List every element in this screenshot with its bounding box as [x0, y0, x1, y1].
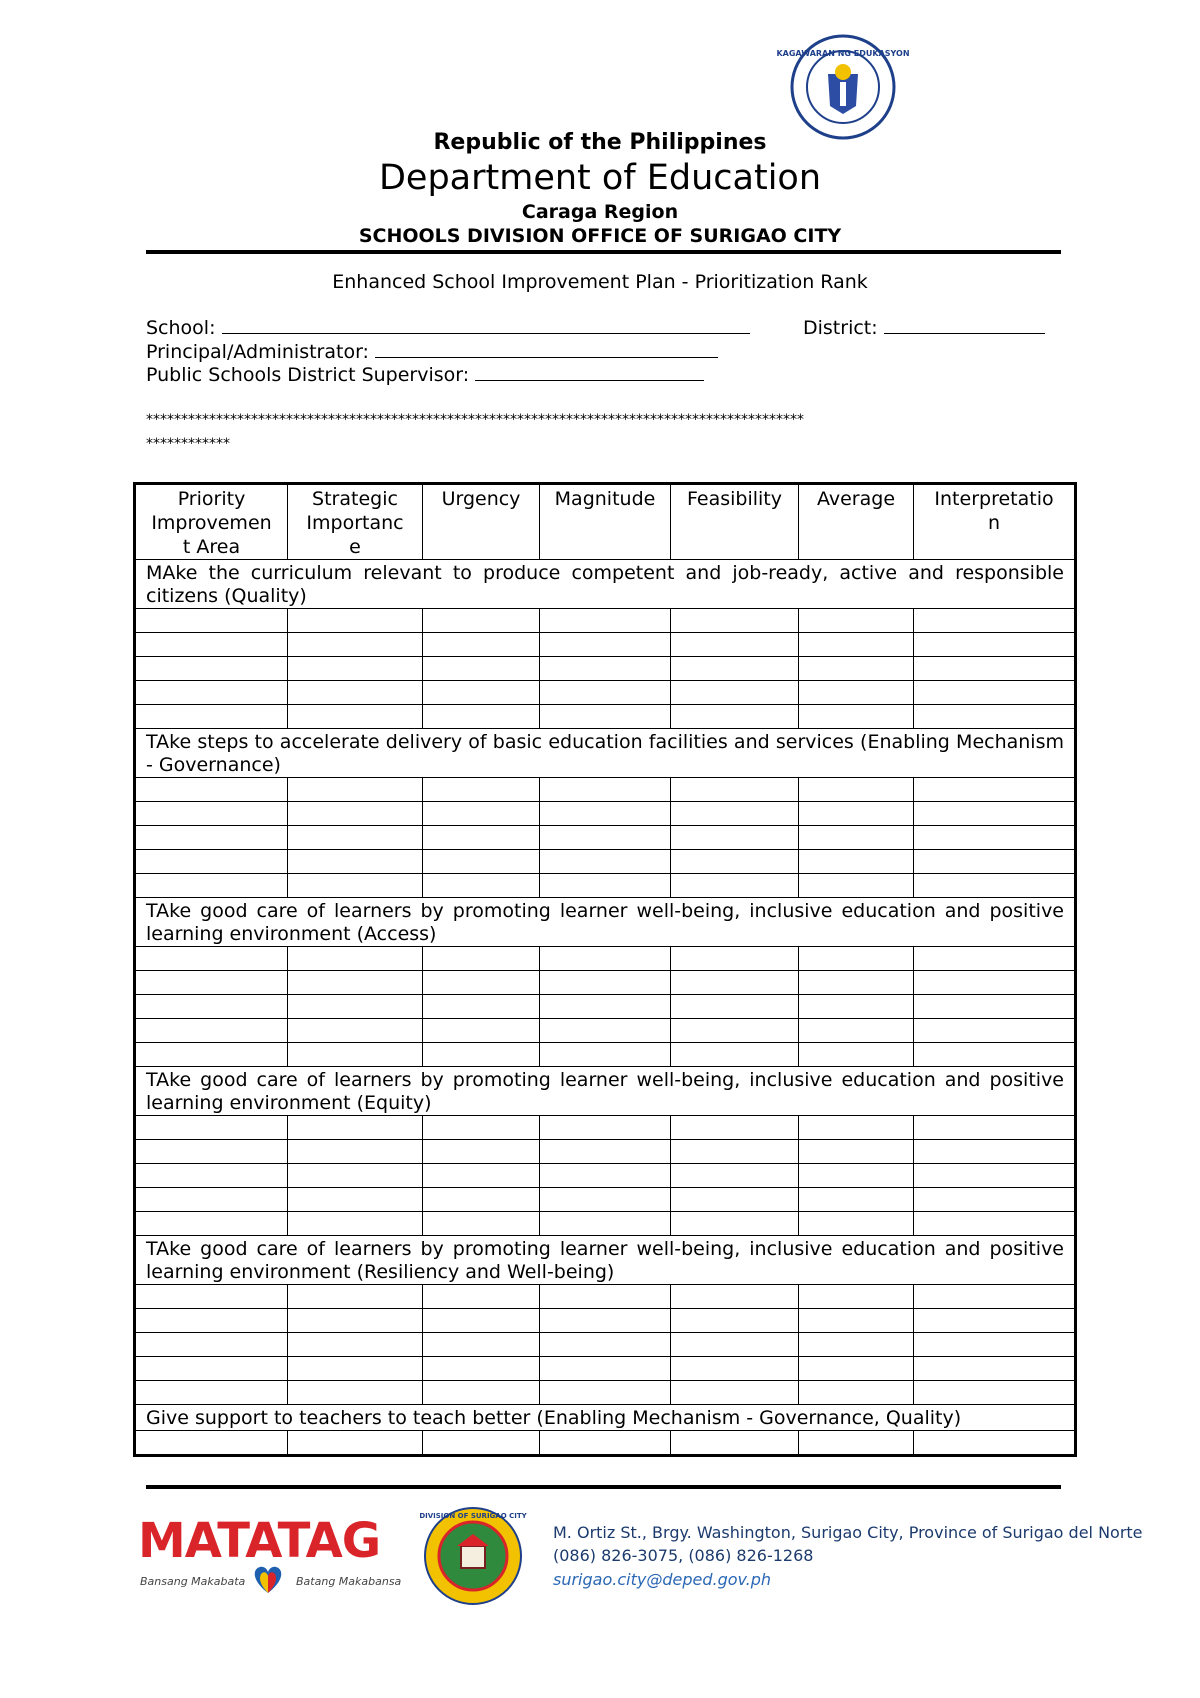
priority-area-text: TAke steps to accelerate delivery of basic education facilities and services (Enabling Mechanism - Governance): [135, 729, 1076, 778]
rating-row: [135, 657, 1076, 681]
region-name: Caraga Region: [521, 201, 679, 223]
rating-cell[interactable]: [135, 633, 288, 657]
priority-area-row: [135, 1067, 1076, 1116]
school-label: School:: [146, 317, 216, 339]
priority-area-text: TAke good care of learners by promoting learner well-being, inclusive education and positive learning environment (Resiliency and Well-being): [135, 1236, 1076, 1285]
district-blank[interactable]: [884, 333, 1045, 334]
rating-cell[interactable]: [288, 778, 423, 802]
matatag-wordmark: MATATAG: [138, 1513, 381, 1569]
rating-cell[interactable]: [135, 1431, 288, 1456]
rating-cell[interactable]: [671, 971, 799, 995]
rating-cell[interactable]: [135, 1116, 288, 1140]
rating-row: [135, 971, 1076, 995]
rating-cell[interactable]: [540, 609, 671, 633]
rating-cell[interactable]: [914, 1019, 1076, 1043]
rating-cell[interactable]: [423, 1188, 540, 1212]
rating-cell[interactable]: [423, 1043, 540, 1067]
rating-row: [135, 1188, 1076, 1212]
rating-cell[interactable]: [914, 681, 1076, 705]
priority-area-text: Give support to teachers to teach better (Enabling Mechanism - Governance, Quality): [135, 1405, 1076, 1431]
rating-cell[interactable]: [423, 1164, 540, 1188]
rating-cell[interactable]: [540, 971, 671, 995]
rating-cell[interactable]: [540, 1043, 671, 1067]
rating-cell[interactable]: [288, 1164, 423, 1188]
rating-cell[interactable]: [135, 1309, 288, 1333]
header-label: Priority Improvemen t Area: [151, 488, 272, 558]
rating-cell[interactable]: [914, 826, 1076, 850]
principal-field[interactable]: [146, 341, 718, 363]
rating-cell[interactable]: [799, 1164, 914, 1188]
rating-cell[interactable]: [914, 1140, 1076, 1164]
rating-cell[interactable]: [671, 705, 799, 729]
district-label: District:: [803, 317, 878, 339]
rating-cell[interactable]: [288, 1188, 423, 1212]
rating-cell[interactable]: [671, 1357, 799, 1381]
rating-cell[interactable]: [423, 1431, 540, 1456]
rating-cell[interactable]: [914, 1212, 1076, 1236]
rating-cell[interactable]: [288, 802, 423, 826]
rating-cell[interactable]: [135, 1188, 288, 1212]
division-seal-logo: [419, 1506, 527, 1606]
rating-cell[interactable]: [671, 1116, 799, 1140]
rating-cell[interactable]: [671, 850, 799, 874]
rating-row: [135, 1285, 1076, 1309]
rating-cell[interactable]: [423, 1381, 540, 1405]
rating-cell[interactable]: [423, 1285, 540, 1309]
rating-cell[interactable]: [914, 1381, 1076, 1405]
rating-cell[interactable]: [288, 1019, 423, 1043]
rating-cell[interactable]: [288, 1431, 423, 1456]
rating-cell[interactable]: [914, 657, 1076, 681]
rating-row: [135, 1309, 1076, 1333]
school-field[interactable]: [146, 317, 750, 339]
rating-cell[interactable]: [540, 995, 671, 1019]
header-label: Urgency: [441, 488, 521, 510]
rating-cell[interactable]: [288, 826, 423, 850]
supervisor-blank[interactable]: [475, 380, 704, 381]
rating-cell[interactable]: [288, 1333, 423, 1357]
rating-cell[interactable]: [914, 802, 1076, 826]
rating-cell[interactable]: [135, 609, 288, 633]
rating-row: [135, 826, 1076, 850]
rating-cell[interactable]: [423, 1357, 540, 1381]
rating-cell[interactable]: [540, 1212, 671, 1236]
priority-area-row: [135, 560, 1076, 609]
rating-cell[interactable]: [540, 681, 671, 705]
office-phone: (086) 826-3075, (086) 826-1268: [553, 1546, 814, 1565]
rating-row: [135, 1333, 1076, 1357]
rating-cell[interactable]: [288, 971, 423, 995]
priority-area-text: TAke good care of learners by promoting learner well-being, inclusive education and positive learning environment (Access): [135, 898, 1076, 947]
rating-cell[interactable]: [914, 1309, 1076, 1333]
tagline-right: Batang Makabansa: [296, 1575, 402, 1588]
rating-cell[interactable]: [671, 995, 799, 1019]
rating-cell[interactable]: [914, 1116, 1076, 1140]
rating-cell[interactable]: [423, 826, 540, 850]
rating-cell[interactable]: [135, 971, 288, 995]
header-label: Strategic Importanc e: [306, 488, 404, 558]
matatag-logo: [138, 1513, 408, 1597]
header-strategic-importance: [288, 484, 423, 560]
rating-cell[interactable]: [423, 1309, 540, 1333]
rating-cell[interactable]: [288, 1116, 423, 1140]
seal-text: KAGAWARAN NG EDUKASYON: [776, 49, 910, 58]
rating-cell[interactable]: [671, 1188, 799, 1212]
rating-cell[interactable]: [540, 657, 671, 681]
rating-cell[interactable]: [288, 850, 423, 874]
header-interpretation: [914, 484, 1076, 560]
separator-line-2: ************: [146, 436, 230, 452]
rating-cell[interactable]: [540, 802, 671, 826]
rating-cell[interactable]: [799, 681, 914, 705]
deped-seal-logo: [776, 34, 910, 140]
header-label: Interpretatio n: [934, 488, 1054, 534]
rating-cell[interactable]: [423, 1140, 540, 1164]
rating-cell[interactable]: [423, 971, 540, 995]
rating-cell[interactable]: [540, 1188, 671, 1212]
school-blank[interactable]: [222, 333, 750, 334]
rating-cell[interactable]: [135, 802, 288, 826]
header-label: Feasibility: [687, 488, 782, 510]
rating-cell[interactable]: [288, 609, 423, 633]
rating-row: [135, 1212, 1076, 1236]
rating-cell[interactable]: [799, 1116, 914, 1140]
header-label: Magnitude: [554, 488, 656, 510]
rating-cell[interactable]: [540, 778, 671, 802]
rating-cell[interactable]: [671, 947, 799, 971]
rating-cell[interactable]: [423, 681, 540, 705]
rating-row: [135, 995, 1076, 1019]
rating-cell[interactable]: [914, 1043, 1076, 1067]
rating-cell[interactable]: [423, 947, 540, 971]
rating-cell[interactable]: [135, 1164, 288, 1188]
rating-cell[interactable]: [914, 1164, 1076, 1188]
rating-cell[interactable]: [799, 1357, 914, 1381]
rating-cell[interactable]: [288, 1357, 423, 1381]
rating-row: [135, 705, 1076, 729]
rating-cell[interactable]: [799, 1019, 914, 1043]
principal-blank[interactable]: [375, 357, 718, 358]
rating-cell[interactable]: [540, 874, 671, 898]
rating-cell[interactable]: [671, 1333, 799, 1357]
rating-cell[interactable]: [423, 609, 540, 633]
rating-row: [135, 1431, 1076, 1456]
header-magnitude: [540, 484, 671, 560]
header-average: [799, 484, 914, 560]
rating-cell[interactable]: [540, 826, 671, 850]
department-name: Department of Education: [378, 158, 822, 198]
priority-area-text: MAke the curriculum relevant to produce competent and job-ready, active and responsible citizens (Quality): [135, 560, 1076, 609]
rating-cell[interactable]: [799, 1381, 914, 1405]
rating-row: [135, 1140, 1076, 1164]
priority-area-row: [135, 1405, 1076, 1431]
office-name: SCHOOLS DIVISION OFFICE OF SURIGAO CITY: [358, 225, 842, 247]
rating-row: [135, 802, 1076, 826]
rating-cell[interactable]: [914, 633, 1076, 657]
rating-cell[interactable]: [135, 1140, 288, 1164]
rating-cell[interactable]: [799, 705, 914, 729]
rating-cell[interactable]: [423, 1019, 540, 1043]
rating-cell[interactable]: [540, 947, 671, 971]
rating-cell[interactable]: [671, 1381, 799, 1405]
rating-cell[interactable]: [135, 657, 288, 681]
rating-cell[interactable]: [540, 1140, 671, 1164]
rating-cell[interactable]: [288, 705, 423, 729]
rating-cell[interactable]: [671, 1019, 799, 1043]
rating-cell[interactable]: [799, 1043, 914, 1067]
rating-cell[interactable]: [671, 633, 799, 657]
rating-cell[interactable]: [799, 1333, 914, 1357]
rating-row: [135, 633, 1076, 657]
rating-cell[interactable]: [540, 1309, 671, 1333]
rating-cell[interactable]: [288, 1212, 423, 1236]
rating-cell[interactable]: [423, 802, 540, 826]
heart-hands-icon: [250, 1563, 286, 1595]
rating-cell[interactable]: [671, 778, 799, 802]
rating-row: [135, 1164, 1076, 1188]
rating-row: [135, 609, 1076, 633]
rating-cell[interactable]: [135, 1043, 288, 1067]
rating-cell[interactable]: [423, 995, 540, 1019]
rating-cell[interactable]: [135, 1019, 288, 1043]
rating-cell[interactable]: [799, 633, 914, 657]
rating-cell[interactable]: [671, 1043, 799, 1067]
rating-cell[interactable]: [288, 995, 423, 1019]
rating-cell[interactable]: [135, 874, 288, 898]
priority-area-text: TAke good care of learners by promoting learner well-being, inclusive education and positive learning environment (Equity): [135, 1067, 1076, 1116]
rating-cell[interactable]: [914, 609, 1076, 633]
rating-cell[interactable]: [423, 778, 540, 802]
principal-label: Principal/Administrator:: [146, 341, 369, 363]
rating-row: [135, 681, 1076, 705]
rating-cell[interactable]: [423, 633, 540, 657]
rating-cell[interactable]: [799, 609, 914, 633]
rating-row: [135, 874, 1076, 898]
office-address: M. Ortiz St., Brgy. Washington, Surigao City, Province of Surigao del Norte: [553, 1523, 1143, 1542]
rating-cell[interactable]: [799, 947, 914, 971]
rating-cell[interactable]: [914, 1188, 1076, 1212]
rating-cell[interactable]: [799, 657, 914, 681]
office-email[interactable]: surigao.city@deped.gov.ph: [553, 1570, 772, 1589]
district-field[interactable]: [803, 317, 1045, 339]
supervisor-label: Public Schools District Supervisor:: [146, 364, 470, 386]
header-divider: [146, 250, 1061, 254]
separator-line-1: **********************************************************************************************: [146, 412, 804, 428]
rating-cell[interactable]: [671, 1285, 799, 1309]
rating-row: [135, 1116, 1076, 1140]
rating-cell[interactable]: [799, 971, 914, 995]
rating-cell[interactable]: [540, 1116, 671, 1140]
country-name: Republic of the Philippines: [433, 130, 767, 155]
priority-area-row: [135, 729, 1076, 778]
rating-cell[interactable]: [914, 971, 1076, 995]
rating-cell[interactable]: [288, 947, 423, 971]
rating-cell[interactable]: [288, 1140, 423, 1164]
rating-cell[interactable]: [914, 1357, 1076, 1381]
rating-cell[interactable]: [671, 1309, 799, 1333]
rating-cell[interactable]: [914, 778, 1076, 802]
rating-cell[interactable]: [914, 705, 1076, 729]
rating-row: [135, 1043, 1076, 1067]
tagline-left: Bansang Makabata: [140, 1575, 246, 1588]
rating-cell[interactable]: [540, 1019, 671, 1043]
rating-cell[interactable]: [135, 778, 288, 802]
rating-cell[interactable]: [540, 1333, 671, 1357]
rating-cell[interactable]: [671, 681, 799, 705]
rating-cell[interactable]: [914, 874, 1076, 898]
rating-cell[interactable]: [671, 609, 799, 633]
rating-cell[interactable]: [288, 1381, 423, 1405]
rating-cell[interactable]: [671, 1164, 799, 1188]
rating-cell[interactable]: [799, 1285, 914, 1309]
rating-cell[interactable]: [288, 633, 423, 657]
rating-cell[interactable]: [288, 1043, 423, 1067]
rating-cell[interactable]: [135, 681, 288, 705]
form-title: Enhanced School Improvement Plan - Prioritization Rank: [332, 271, 868, 293]
rating-cell[interactable]: [423, 657, 540, 681]
rating-cell[interactable]: [135, 826, 288, 850]
rating-cell[interactable]: [671, 826, 799, 850]
rating-cell[interactable]: [135, 947, 288, 971]
rating-cell[interactable]: [799, 1188, 914, 1212]
rating-cell[interactable]: [135, 1333, 288, 1357]
rating-cell[interactable]: [135, 1381, 288, 1405]
rating-cell[interactable]: [423, 850, 540, 874]
rating-cell[interactable]: [423, 1212, 540, 1236]
header-feasibility: [671, 484, 799, 560]
rating-cell[interactable]: [799, 802, 914, 826]
rating-row: [135, 947, 1076, 971]
rating-cell[interactable]: [914, 947, 1076, 971]
rating-cell[interactable]: [671, 1212, 799, 1236]
rating-cell[interactable]: [671, 874, 799, 898]
footer-divider: [146, 1485, 1061, 1489]
rating-cell[interactable]: [135, 705, 288, 729]
rating-cell[interactable]: [423, 1333, 540, 1357]
rating-cell[interactable]: [540, 1164, 671, 1188]
rating-cell[interactable]: [799, 995, 914, 1019]
rating-cell[interactable]: [135, 1357, 288, 1381]
priority-area-row: [135, 898, 1076, 947]
rating-cell[interactable]: [914, 1431, 1076, 1456]
rating-cell[interactable]: [914, 850, 1076, 874]
rating-cell[interactable]: [135, 995, 288, 1019]
rating-cell[interactable]: [288, 657, 423, 681]
rating-cell[interactable]: [423, 1116, 540, 1140]
rating-cell[interactable]: [671, 1140, 799, 1164]
rating-cell[interactable]: [540, 1285, 671, 1309]
table-header-row: [135, 484, 1076, 560]
rating-row: [135, 850, 1076, 874]
rating-cell[interactable]: [540, 1357, 671, 1381]
rating-row: [135, 778, 1076, 802]
rating-cell[interactable]: [288, 1285, 423, 1309]
rating-cell[interactable]: [540, 1431, 671, 1456]
rating-cell[interactable]: [914, 1333, 1076, 1357]
rating-cell[interactable]: [799, 850, 914, 874]
prioritization-table: [133, 482, 1077, 1457]
rating-cell[interactable]: [135, 1212, 288, 1236]
division-seal-text: DIVISION OF SURIGAO CITY: [419, 1512, 527, 1520]
rating-cell[interactable]: [799, 826, 914, 850]
rating-row: [135, 1357, 1076, 1381]
rating-cell[interactable]: [799, 1309, 914, 1333]
rating-cell[interactable]: [423, 874, 540, 898]
rating-cell[interactable]: [914, 1285, 1076, 1309]
header-urgency: [423, 484, 540, 560]
supervisor-field[interactable]: [146, 364, 704, 386]
rating-cell[interactable]: [288, 874, 423, 898]
rating-cell[interactable]: [423, 705, 540, 729]
header-priority-area: [135, 484, 288, 560]
rating-cell[interactable]: [135, 1285, 288, 1309]
rating-cell[interactable]: [540, 633, 671, 657]
rating-cell[interactable]: [799, 1431, 914, 1456]
rating-row: [135, 1019, 1076, 1043]
rating-cell[interactable]: [288, 1309, 423, 1333]
rating-cell[interactable]: [540, 705, 671, 729]
header-label: Average: [816, 488, 896, 510]
rating-cell[interactable]: [914, 995, 1076, 1019]
rating-cell[interactable]: [671, 1431, 799, 1456]
rating-cell[interactable]: [799, 874, 914, 898]
rating-cell[interactable]: [135, 850, 288, 874]
rating-cell[interactable]: [799, 778, 914, 802]
rating-cell[interactable]: [288, 681, 423, 705]
rating-cell[interactable]: [671, 657, 799, 681]
rating-cell[interactable]: [671, 802, 799, 826]
priority-area-row: [135, 1236, 1076, 1285]
rating-cell[interactable]: [799, 1212, 914, 1236]
rating-cell[interactable]: [540, 850, 671, 874]
rating-row: [135, 1381, 1076, 1405]
rating-cell[interactable]: [799, 1140, 914, 1164]
rating-cell[interactable]: [540, 1381, 671, 1405]
